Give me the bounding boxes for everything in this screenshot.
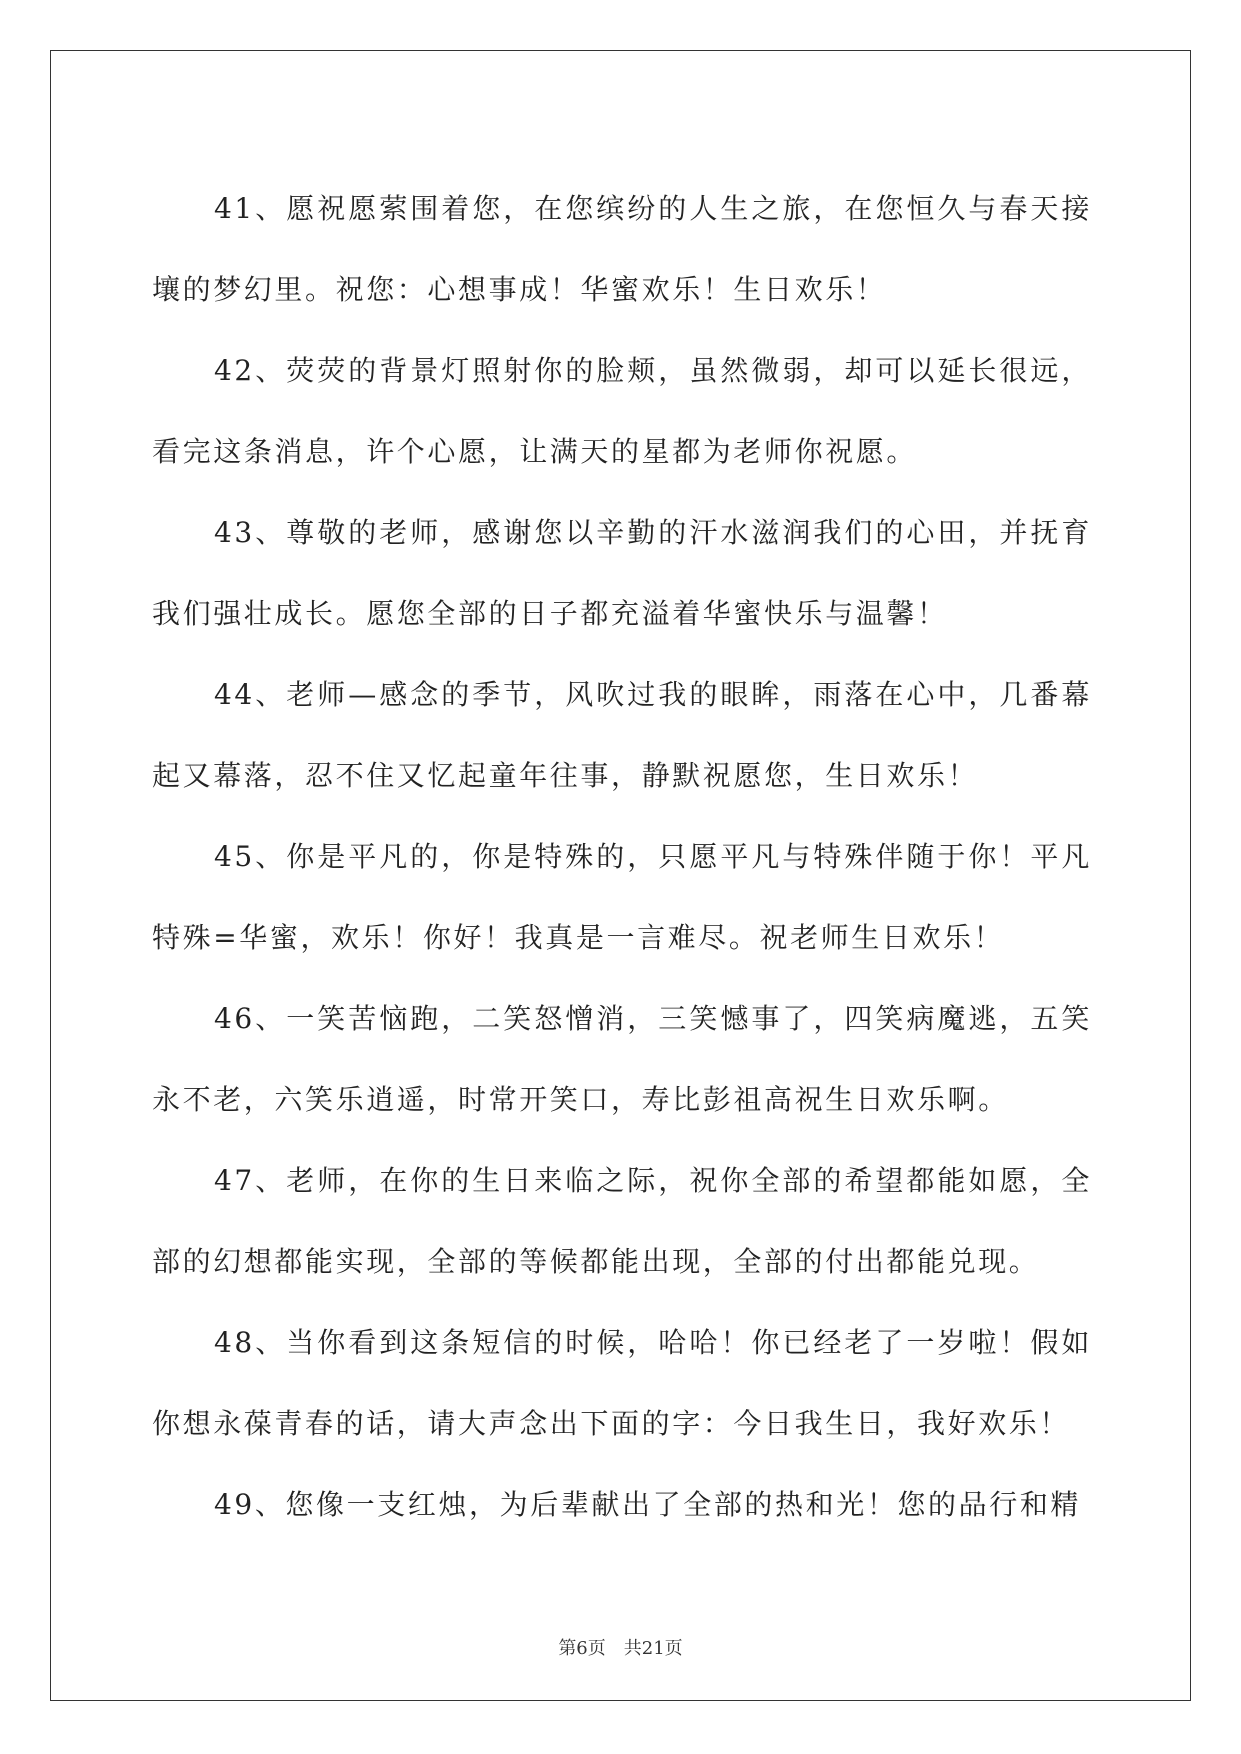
paragraph-47: 47、老师，在你的生日来临之际，祝你全部的希望都能如愿，全部的幻想都能实现，全部的等候都能出现，全部的付出都能兑现。 (152, 1164, 1092, 1278)
document-body (152, 168, 1092, 1545)
page-number-total: 共21页 (623, 1638, 683, 1659)
paragraph-46: 46、一笑苦恼跑，二笑怒憎消，三笑憾事了，四笑病魔逃，五笑永不老，六笑乐逍遥，时常开笑口，寿比彭祖高祝生日欢乐啊。 (152, 1002, 1092, 1116)
paragraph-45: 45、你是平凡的，你是特殊的，只愿平凡与特殊伴随于你！平凡特殊=华蜜，欢乐！你好！我真是一言难尽。祝老师生日欢乐！ (152, 840, 1092, 954)
paragraph-42: 42、荧荧的背景灯照射你的脸颊，虽然微弱，却可以延长很远，看完这条消息，许个心愿，让满天的星都为老师你祝愿。 (152, 354, 1092, 468)
page-number-current: 第6页 (558, 1638, 606, 1659)
paragraph-49: 49、您像一支红烛，为后辈献出了全部的热和光！您的品行和精 (214, 1488, 1082, 1521)
paragraph-48: 48、当你看到这条短信的时候，哈哈！你已经老了一岁啦！假如你想永葆青春的话，请大声念出下面的字：今日我生日，我好欢乐！ (152, 1326, 1092, 1440)
paragraph-43: 43、尊敬的老师，感谢您以辛勤的汗水滋润我们的心田，并抚育我们强壮成长。愿您全部的日子都充溢着华蜜快乐与温馨！ (152, 516, 1092, 630)
paragraph-41: 41、愿祝愿萦围着您，在您缤纷的人生之旅，在您恒久与春天接壤的梦幻里。祝您：心想事成！华蜜欢乐！生日欢乐！ (152, 192, 1092, 306)
page-footer (0, 1634, 1241, 1660)
paragraph-44: 44、老师—感念的季节，风吹过我的眼眸，雨落在心中，几番幕起又幕落，忍不住又忆起童年往事，静默祝愿您，生日欢乐！ (152, 678, 1092, 792)
